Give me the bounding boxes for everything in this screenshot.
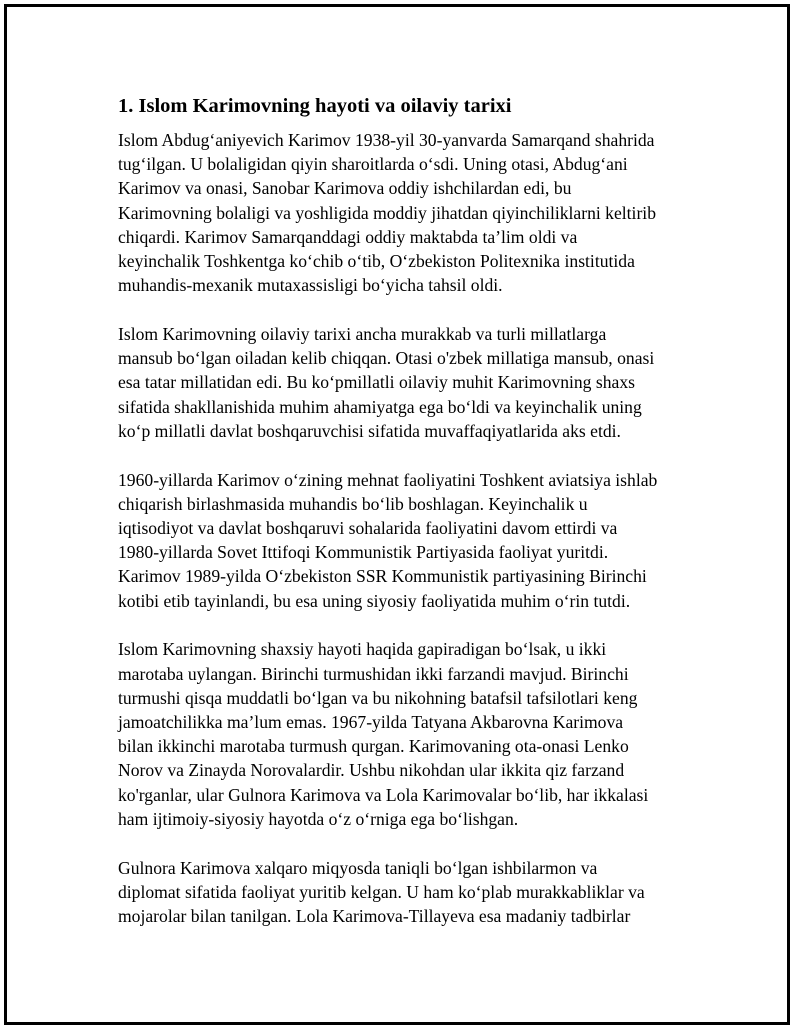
paragraph-line: Islom Abdug‘aniyevich Karimov 1938-yil 30-yanvarda Samarqand shahrida (118, 130, 655, 150)
paragraph-line: marotaba uylangan. Birinchi turmushidan ikki farzandi mavjud. Birinchi (118, 663, 629, 684)
paragraph-line: Karimovning bolaligi va yoshligida moddiy jihatdan qiyinchiliklarni keltirib (118, 202, 656, 223)
paragraph-line: ham ijtimoiy-siyosiy hayotda o‘z o‘rniga ega bo‘lishgan. (118, 808, 519, 829)
paragraph (118, 128, 698, 297)
paragraph-line: bilan ikkinchi marotaba turmush qurgan. Karimovaning ota-onasi Lenko (118, 736, 629, 757)
paragraph-line: Islom Karimovning shaxsiy hayoti haqida gapiradigan bo‘lsak, u ikki (118, 639, 607, 660)
document-body (118, 92, 698, 953)
paragraph-line: mansub bo‘lgan oiladan kelib chiqqan. Otasi o'zbek millatiga mansub, onasi (118, 348, 655, 369)
paragraph-line: 1980-yillarda Sovet Ittifoqi Kommunistik Partiyasida faoliyat yuritdi. (118, 542, 609, 563)
paragraph-line: mojarolar bilan tanilgan. Lola Karimova-Tillayeva esa madaniy tadbirlar (118, 906, 631, 927)
paragraph (118, 856, 698, 929)
section-heading: 1. Islom Karimovning hayoti va oilaviy tarixi (118, 95, 512, 117)
paragraph-line: turmushi qisqa muddatli bo‘lgan va bu nikohning batafsil tafsilotlari keng (118, 687, 638, 708)
paragraph-line: tug‘ilgan. U bolaligidan qiyin sharoitlarda o‘sdi. Uning otasi, Abdug‘ani (118, 154, 628, 175)
paragraph-line: kotibi etib tayinlandi, bu esa uning siyosiy faoliyatida muhim o‘rin tutdi. (118, 590, 631, 611)
paragraph-line: diplomat sifatida faoliyat yuritib kelgan. U ham ko‘plab murakkabliklar va (118, 881, 645, 902)
paragraph-line: Norov va Zinayda Norovalardir. Ushbu nikohdan ular ikkita qiz farzand (118, 760, 625, 781)
paragraph-line: jamoatchilikka ma’lum emas. 1967-yilda Tatyana Akbarovna Karimova (118, 712, 624, 733)
paragraph (118, 322, 698, 443)
paragraph-line: iqtisodiyot va davlat boshqaruvi sohalarida faoliyatini davom ettirdi va (118, 518, 618, 539)
paragraph (118, 468, 698, 613)
paragraph-line: ko'rganlar, ular Gulnora Karimova va Lola Karimovalar bo‘lib, har ikkalasi (118, 784, 649, 805)
paragraph-line: Gulnora Karimova xalqaro miqyosda taniqli bo‘lgan ishbilarmon va (118, 857, 598, 878)
paragraph-list (118, 128, 698, 928)
paragraph-line: esa tatar millatidan edi. Bu ko‘pmillatli oilaviy muhit Karimovning shaxs (118, 372, 635, 393)
paragraph-line: muhandis-mexanik mutaxassisligi bo‘yicha tahsil oldi. (118, 275, 503, 296)
paragraph-line: Karimov 1989-yilda O‘zbekiston SSR Kommunistik partiyasining Birinchi (118, 566, 647, 587)
paragraph-line: 1960-yillarda Karimov o‘zining mehnat faoliyatini Toshkent aviatsiya ishlab (118, 469, 658, 490)
paragraph-line: Karimov va onasi, Sanobar Karimova oddiy ishchilardan edi, bu (118, 178, 572, 199)
paragraph-line: chiqardi. Karimov Samarqanddagi oddiy maktabda ta’lim oldi va (118, 226, 578, 247)
paragraph-line: sifatida shakllanishida muhim ahamiyatga ega bo‘ldi va keyinchalik uning (118, 396, 642, 417)
paragraph (118, 637, 698, 831)
paragraph-line: Islom Karimovning oilaviy tarixi ancha murakkab va turli millatlarga (118, 324, 607, 345)
paragraph-line: keyinchalik Toshkentga ko‘chib o‘tib, O‘zbekiston Politexnika institutida (118, 251, 635, 272)
paragraph-line: chiqarish birlashmasida muhandis bo‘lib boshlagan. Keyinchalik u (118, 493, 588, 514)
paragraph-line: ko‘p millatli davlat boshqaruvchisi sifatida muvaffaqiyatlarida aks etdi. (118, 420, 621, 441)
